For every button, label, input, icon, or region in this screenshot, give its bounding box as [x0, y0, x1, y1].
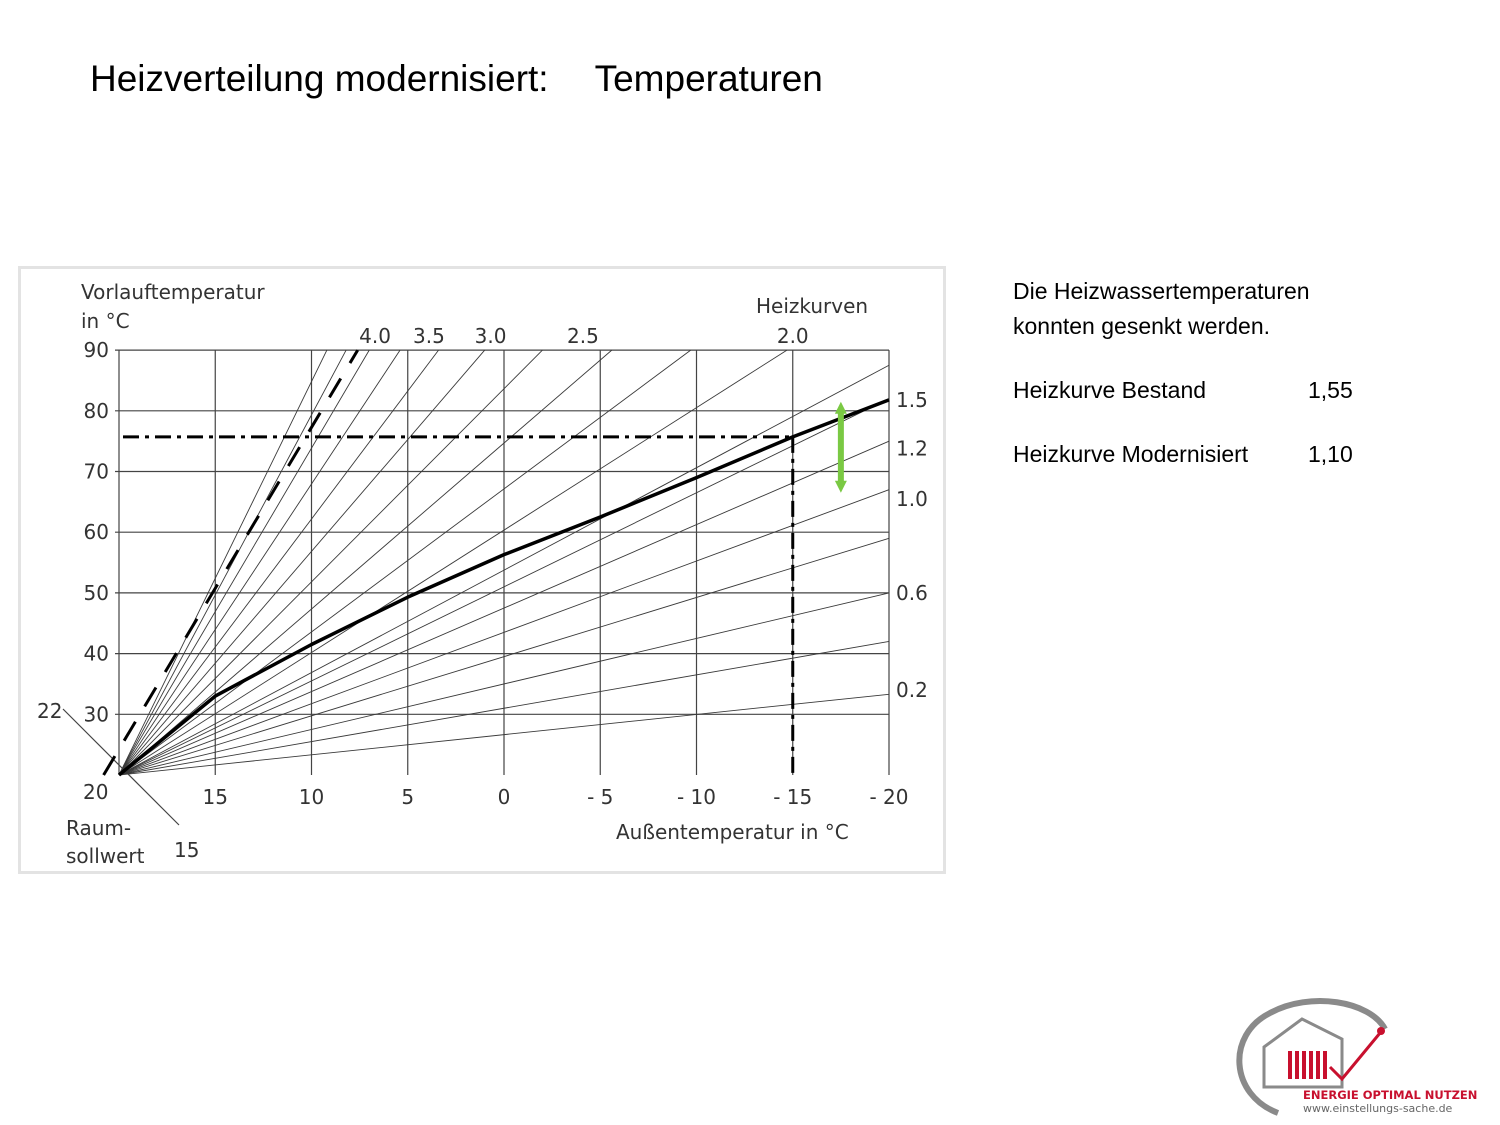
curve-label-top: 3.0: [474, 324, 507, 348]
room-label-line2: sollwert: [66, 844, 145, 868]
room-setpoint-15: 15: [174, 838, 200, 862]
origin-label: 20: [83, 780, 109, 804]
curve-label-top: 4.0: [359, 324, 391, 348]
curve-label-right: 0.2: [896, 678, 928, 703]
chart-svg: [21, 269, 943, 871]
heating-curve-3-0: [119, 350, 439, 775]
heating-curve-3-5: [119, 350, 369, 775]
row-label: Heizkurve Bestand: [1013, 377, 1207, 403]
curve-label-right: 1.5: [896, 387, 928, 412]
x-tick-label: 0: [497, 785, 511, 809]
title-part1: Heizverteilung modernisiert:: [90, 58, 549, 99]
heating-curve-1-8: [119, 350, 787, 775]
side-text: [1013, 274, 1413, 501]
intro-line-1: Die Heizwassertemperaturen: [1013, 278, 1310, 304]
x-tick-label: 15: [202, 785, 228, 809]
y-axis-label-line1: Vorlauftemperatur: [81, 280, 265, 304]
heating-curve-3-2: [119, 350, 400, 775]
row-value: 1,10: [1308, 441, 1353, 467]
heating-curve-2-2: [119, 350, 612, 775]
y-tick-label: 70: [83, 459, 109, 484]
y-tick-label: 50: [83, 580, 109, 605]
slide-title: [90, 58, 823, 100]
y-axis-label-line2: in °C: [81, 309, 130, 333]
heating-curve-2-7: [119, 350, 485, 775]
green-arrow-up-head: [835, 402, 847, 414]
room-label-line1: Raum-: [66, 816, 132, 840]
curve-label-right: 1.0: [896, 486, 928, 511]
heating-curve-chart: [18, 266, 946, 874]
x-tick-label: 5: [401, 785, 415, 809]
logo-dot-icon: [1377, 1027, 1385, 1035]
x-tick-label: - 20: [869, 785, 909, 809]
curve-label-top: 2.5: [567, 324, 599, 348]
logo-name: ENERGIE OPTIMAL NUTZEN: [1303, 1088, 1478, 1102]
radiator-icon: [1288, 1051, 1327, 1079]
logo-url: www.einstellungs-sache.de: [1303, 1102, 1453, 1115]
curve-row-existing: [1013, 373, 1413, 408]
heating-curve-4-2: [119, 350, 327, 775]
y-tick-label: 90: [83, 338, 109, 363]
y-tick-label: 40: [83, 641, 109, 666]
room-setpoint-scale: [63, 709, 179, 825]
x-tick-label: - 10: [676, 785, 717, 809]
intro-line-2: konnten gesenkt werden.: [1013, 313, 1271, 339]
title-part2: Temperaturen: [594, 58, 823, 99]
x-tick-label: - 5: [587, 785, 614, 809]
y-tick-label: 60: [83, 520, 109, 545]
x-tick-label: - 15: [773, 785, 813, 809]
logo-check-icon: [1330, 1033, 1380, 1079]
x-tick-label: 10: [298, 785, 325, 809]
company-logo: [1230, 995, 1492, 1117]
curve-row-modernized: [1013, 437, 1413, 472]
curve-label-right: 0.6: [896, 580, 928, 605]
dashed-curve: [104, 350, 358, 775]
y-tick-label: 80: [83, 398, 109, 423]
x-axis-label: Außentemperatur in °C: [616, 820, 849, 844]
heating-curve-2-5: [119, 350, 543, 775]
green-arrow-down-head: [835, 481, 847, 493]
curve-label-top: 2.0: [776, 324, 809, 348]
row-value: 1,55: [1308, 377, 1353, 403]
row-label: Heizkurve Modernisiert: [1013, 441, 1249, 467]
curve-label-right: 1.2: [896, 436, 928, 461]
heating-curve-2-0: [119, 350, 691, 775]
y-tick-label: 30: [83, 702, 109, 727]
curves-title: Heizkurven: [756, 294, 869, 318]
curve-label-top: 3.5: [413, 324, 445, 348]
intro-text: [1013, 274, 1413, 344]
room-setpoint-22: 22: [37, 699, 63, 723]
